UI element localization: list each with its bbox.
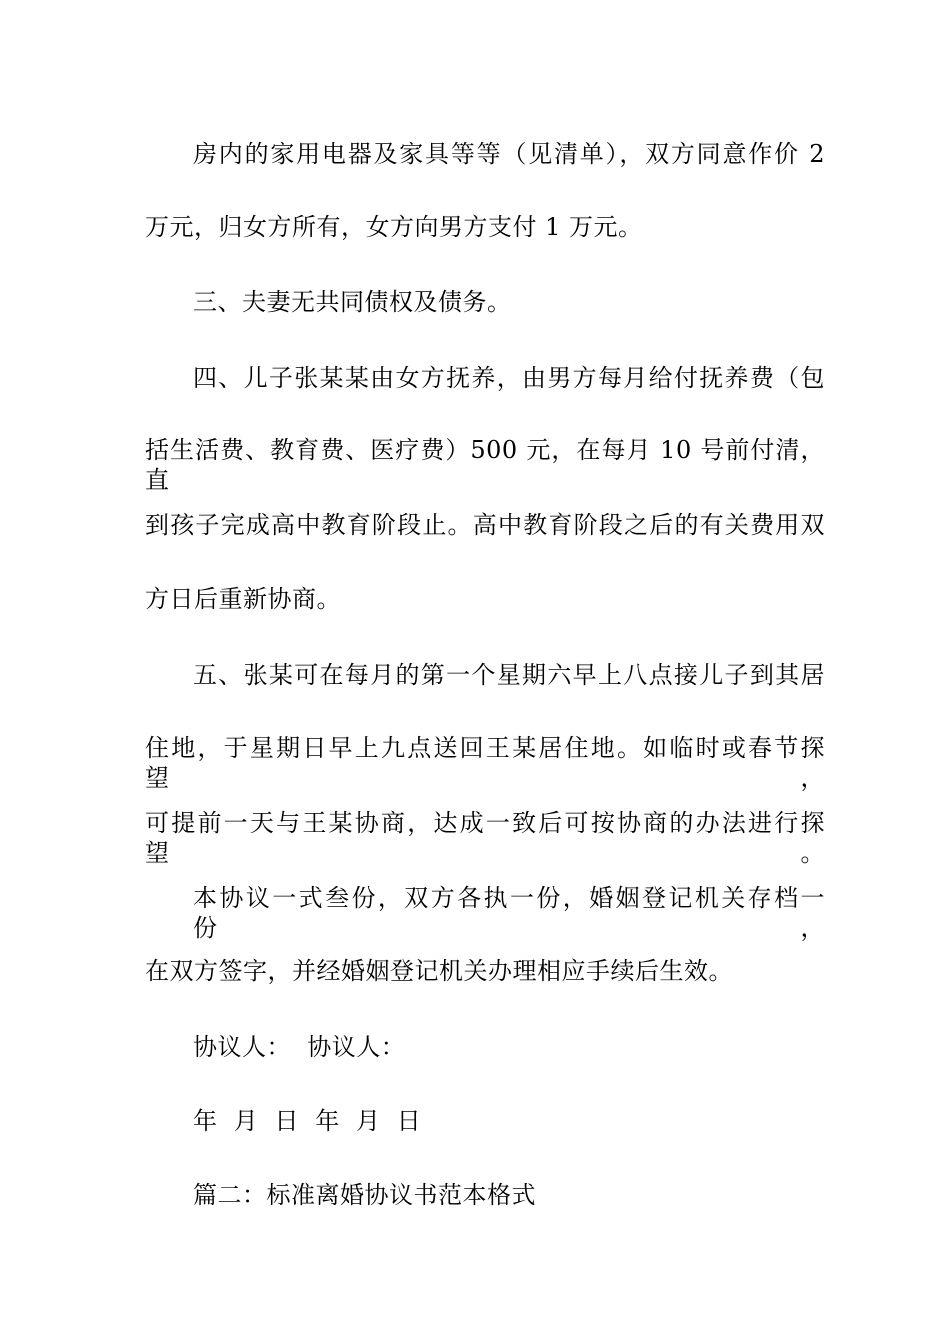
paragraph-line: 括生活费、教育费、医疗费）500 元，在每月 10 号前付清，直 [145, 436, 825, 494]
section-heading: 篇二：标准离婚协议书范本格式 [193, 1181, 536, 1209]
paragraph-line: 方日后重新协商。 [145, 585, 341, 613]
paragraph-line: 本协议一式叁份，双方各执一份，婚姻登记机关存档一份， [193, 884, 825, 942]
paragraph-line: 住地，于星期日早上九点送回王某居住地。如临时或春节探望， [145, 734, 825, 792]
paragraph-line: 四、儿子张某某由女方抚养，由男方每月给付抚养费（包 [193, 364, 825, 392]
paragraph-line: 五、张某可在每月的第一个星期六早上八点接儿子到其居 [193, 661, 825, 689]
paragraph-line: 万元，归女方所有，女方向男方支付 1 万元。 [145, 213, 643, 241]
date-line: 年 月 日 年 月 日 [193, 1107, 422, 1135]
paragraph-line: 到孩子完成高中教育阶段止。高中教育阶段之后的有关费用双 [145, 511, 825, 539]
paragraph-line: 可提前一天与王某协商，达成一致后可按协商的办法进行探望。 [145, 809, 825, 867]
paragraph-line: 在双方签字，并经婚姻登记机关办理相应手续后生效。 [145, 957, 733, 985]
paragraph-line: 三、夫妻无共同债权及债务。 [193, 288, 512, 316]
paragraph-line: 房内的家用电器及家具等等（见清单），双方同意作价 2 [193, 140, 825, 168]
signature-label-line: 协议人： 协议人： [193, 1033, 406, 1061]
